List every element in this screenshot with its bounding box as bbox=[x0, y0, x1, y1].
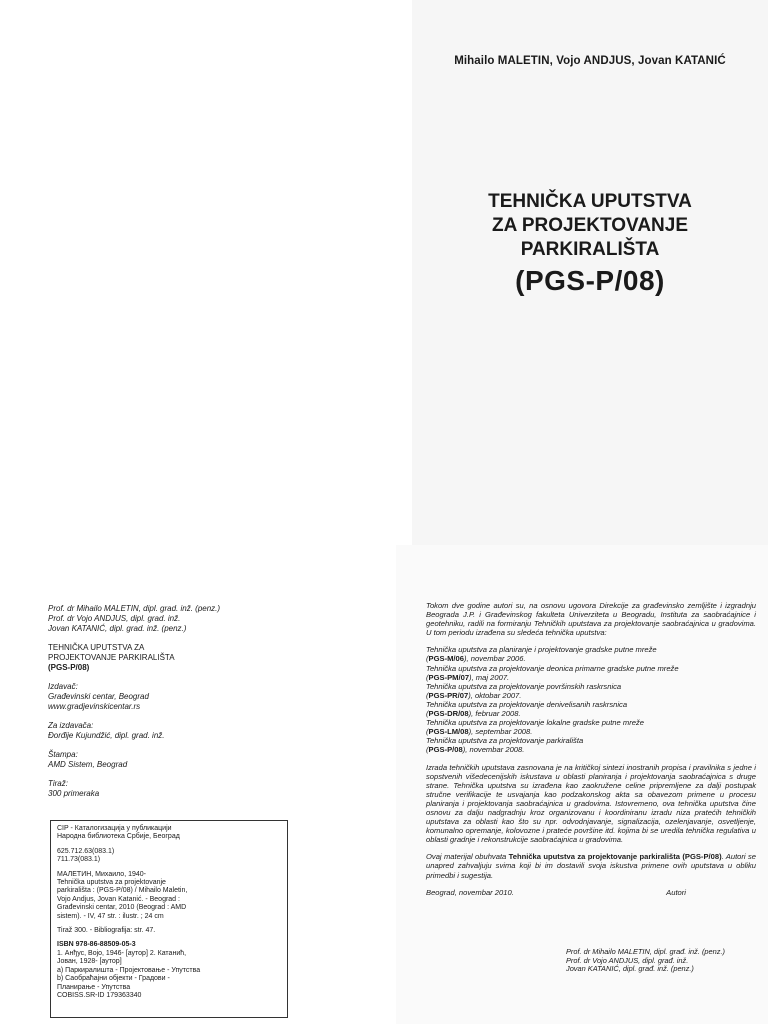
preface-signed: Autori bbox=[666, 887, 686, 897]
cover-title-line: ZA PROJEKTOVANJE bbox=[491, 215, 689, 236]
guideline-code: PGS-PM/07 bbox=[428, 672, 470, 682]
guidelines-list bbox=[426, 645, 756, 754]
guideline-title: Tehnička uputstva za projektovanje parkirališta bbox=[426, 736, 584, 746]
cover-authors: Mihailo MALETIN, Vojo ANDJUS, Jovan KATANIĆ bbox=[454, 55, 726, 67]
cip-subject-line: COBISS.SR-ID 179363340 bbox=[57, 991, 142, 999]
imprint-author: Prof. dr Mihailo MALETIN, dipl. grad. inž. (penz.) bbox=[48, 604, 221, 613]
cip-header-line: Народна библиотека Србије, Београд bbox=[57, 833, 180, 841]
cover-title bbox=[412, 190, 768, 262]
guideline-date: , novembar 2006. bbox=[466, 654, 526, 664]
cip-subjects bbox=[57, 950, 281, 1000]
cip-header-line: CIP - Каталогизација у публикацији bbox=[57, 825, 172, 832]
cip-entry-line: Vojo Andjus, Jovan Katanić. - Beograd : bbox=[57, 895, 180, 903]
imprint-title-line: TEHNIČKA UPUTSTVA ZA bbox=[48, 643, 145, 652]
cover-title-line: TEHNIČKA UPUTSTVA bbox=[488, 191, 692, 212]
cip-entry-line: Građevinski centar, 2010 (Beograd : AMD bbox=[57, 904, 187, 912]
imprint-run bbox=[48, 779, 348, 799]
cip-notes: Tiraž 300. - Bibliografija: str. 47. bbox=[57, 927, 156, 935]
guideline-item: Tehnička uputstva za projektovanje lokalne gradske putne mreže (PGS-LM/08), septembar 2008. bbox=[426, 718, 756, 736]
imprint-for-publisher-label: Za izdavača: bbox=[48, 721, 94, 730]
preface-text bbox=[426, 601, 756, 905]
imprint-title-code: (PGS-P/08) bbox=[48, 663, 90, 672]
cip-udc bbox=[57, 848, 281, 865]
imprint-title-line: PROJEKTOVANJE PARKIRALIŠTA bbox=[48, 653, 175, 662]
signer: Prof. dr Mihailo MALETIN, dipl. građ. inž. (penz.) bbox=[566, 947, 725, 956]
imprint-for-publisher bbox=[48, 721, 348, 741]
cip-entry-line: sistem). - IV, 47 str. : ilustr. ; 24 cm bbox=[57, 912, 164, 920]
imprint-title bbox=[48, 643, 348, 673]
guideline-title: Tehnička uputstva za planiranje i projektovanje gradske putne mreže bbox=[426, 645, 657, 655]
guideline-item: Tehnička uputstva za projektovanje deonica primarne gradske putne mreže (PGS-PM/07), maj 2007. bbox=[426, 664, 756, 682]
cip-entry-line: Tehnička uputstva za projektovanje bbox=[57, 879, 166, 887]
guideline-date: , septembar 2008. bbox=[471, 727, 533, 737]
cip-record bbox=[50, 820, 288, 1018]
guideline-title: Tehnička uputstva za projektovanje denivelisanih raskrsnica bbox=[426, 699, 628, 709]
preface-paragraph-2: Izrada tehničkih uputstava zasnovana je na kritičkoj sintezi inostranih propisa i pravilnika s jedne i sopstvenih višedecenijskih iskustava u oblasti planiranja i projektovanja saobraćajnica s druge strane. Tehnička uputstva su izrađena kao zaokružene celine pripremljene za dalji postupak stručne verifikacije te usvajanja kao podzakonskog akta sa obavezom primene u procesu planiranja i projektovanja saobraćajnica u gradovima. Istovremeno, ova tehnička uputstva čine osnovu za dalju nadgradnju kroz organizovanu i koordiniranu izradu niza pratećih tehničkih uputstava za oblasti kao što su npr. odvodnjavanje, signalizacija, ozelenjavanje, osvetljenje, komunalno opremanje, kolovozne i prateće površine itd. kojima bi se uredila tehnička regulativa u oblasti gradnje i rekonstrukcije saobraćajnica u gradovima. bbox=[426, 762, 756, 845]
guideline-title: Tehnička uputstva za projektovanje lokalne gradske putne mreže bbox=[426, 718, 644, 728]
imprint-publisher-label: Izdavač: bbox=[48, 682, 78, 691]
cip-subject-line: Планирање - Упутства bbox=[57, 983, 131, 991]
guideline-title: Tehnička uputstva za projektovanje deonica primarne gradske putne mreže bbox=[426, 663, 679, 673]
preface-sign-row bbox=[426, 888, 756, 897]
guideline-code: PGS-PR/07 bbox=[428, 690, 469, 700]
imprint-publisher-line: Građevinski centar, Beograd bbox=[48, 692, 149, 701]
cip-isbn: ISBN 978-86-88509-05-3 bbox=[57, 941, 136, 949]
cip-header bbox=[57, 825, 281, 842]
cip-udc-line: 711.73(083.1) bbox=[57, 856, 101, 864]
imprint-printer bbox=[48, 750, 348, 770]
cip-udc-line: 625.712.63(083.1) bbox=[57, 847, 115, 855]
imprint-publisher-line: www.gradjevinskicentar.rs bbox=[48, 702, 141, 711]
guideline-title: Tehnička uputstva za projektovanje površinskih raskrsnica bbox=[426, 681, 622, 691]
imprint-printer-name: AMD Sistem, Beograd bbox=[48, 760, 128, 769]
guideline-item: Tehnička uputstva za planiranje i projektovanje gradske putne mreže (PGS-M/06), novembar 2006. bbox=[426, 645, 756, 663]
cip-subject-line: 1. Анђус, Војо, 1946- [аутор] 2. Катанић, bbox=[57, 949, 187, 957]
cover-title-line: PARKIRALIŠTA bbox=[520, 239, 660, 260]
imprint-block bbox=[48, 604, 348, 808]
imprint-print-label: Štampa: bbox=[48, 750, 78, 759]
guideline-date: , februar 2008. bbox=[471, 709, 521, 719]
guideline-date: , novembar 2008. bbox=[465, 745, 525, 755]
imprint-for-publisher-name: Đorđije Kujundžić, dipl. grad. inž. bbox=[48, 731, 165, 740]
signer: Prof. dr Vojo ANDJUS, dipl. građ. inž. bbox=[566, 955, 689, 965]
cip-entry bbox=[57, 871, 281, 921]
cover-code: (PGS-P/08) bbox=[515, 265, 665, 296]
imprint-run-label: Tiraž: bbox=[48, 779, 68, 788]
guideline-date: , maj 2007. bbox=[471, 672, 510, 682]
imprint-publisher bbox=[48, 682, 348, 712]
guideline-code: PGS-P/08 bbox=[428, 745, 463, 755]
cip-entry-line: parkirališta : (PGS-P/08) / Mihailo Maletin, bbox=[57, 887, 188, 895]
cip-subject-line: а) Паркиралишта - Пројектовање - Упутства bbox=[57, 966, 201, 974]
preface-highlight: Tehnička uputstva za projektovanje parkirališta (PGS-P/08) bbox=[508, 852, 722, 862]
guideline-item: Tehnička uputstva za projektovanje denivelisanih raskrsnica (PGS-DR/08), februar 2008. bbox=[426, 700, 756, 718]
blank-page-top-left bbox=[0, 0, 412, 545]
imprint-authors bbox=[48, 604, 348, 634]
preface-signers bbox=[566, 948, 756, 974]
preface-paragraph-3: Ovaj materijal obuhvata Tehnička uputstva za projektovanje parkirališta (PGS-P/08). Autori se unapred zahvaljuju svima koji bi im dostavili svoja iskustva primene ovih uputstava u obliku primedbi i sugestija. bbox=[426, 852, 756, 880]
guideline-date: , oktobar 2007. bbox=[470, 690, 522, 700]
imprint-author: Prof. dr Vojo ANDJUS, dipl. grad. inž. bbox=[48, 614, 181, 623]
preface-intro: Tokom dve godine autori su, na osnovu ugovora Direkcije za građevinsko zemljište i izgradnju Beograda J.P. i Građevinskog fakulteta Univerziteta u Beogradu, Instituta za saobraćajnice i geotehniku, radili na formiranju Tehničkih uputstava za projektovanje saobraćajnica u gradovima. U tom periodu izrađena su sledeća tehnička uputstva: bbox=[426, 601, 756, 638]
preface-place-date: Beograd, novembar 2010. bbox=[426, 887, 514, 897]
cip-subject-line: b) Саобраћајни објекти - Градови - bbox=[57, 975, 170, 983]
imprint-author: Jovan KATANIĆ, dipl. grad. inž. (penz.) bbox=[48, 624, 187, 633]
cip-subject-line: Јован, 1928- [аутор] bbox=[57, 958, 122, 966]
guideline-code: PGS-DR/08 bbox=[428, 709, 469, 719]
guideline-item: Tehnička uputstva za projektovanje površinskih raskrsnica (PGS-PR/07), oktobar 2007. bbox=[426, 682, 756, 700]
cip-entry-line: МАЛЕТИН, Михаило, 1940- bbox=[57, 870, 146, 878]
guideline-item: Tehnička uputstva za projektovanje parkirališta (PGS-P/08), novembar 2008. bbox=[426, 736, 756, 754]
signer: Jovan KATANIĆ, dipl. građ. inž. (penz.) bbox=[566, 964, 694, 974]
imprint-run-value: 300 primeraka bbox=[48, 789, 100, 798]
guideline-code: PGS-LM/08 bbox=[428, 727, 469, 737]
guideline-code: PGS-M/06 bbox=[428, 654, 464, 664]
